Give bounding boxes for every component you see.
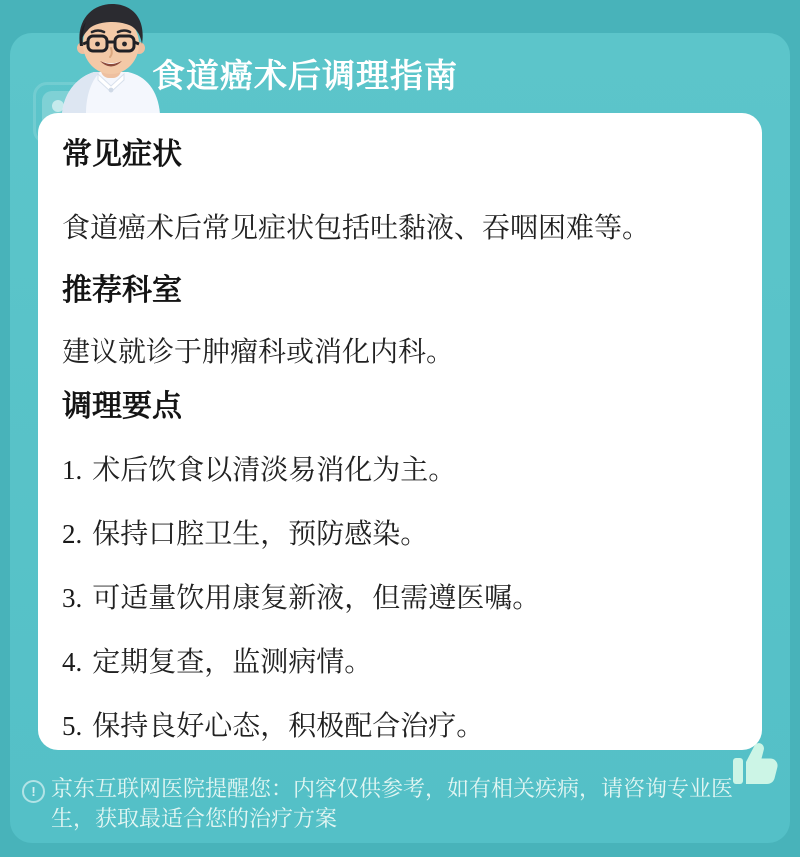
list-item-number: 1. xyxy=(62,455,83,485)
disclaimer-row xyxy=(22,774,778,834)
list-item xyxy=(62,643,738,681)
list-item-text: 保持良好心态，积极配合治疗。 xyxy=(92,710,485,741)
guide-title: 食道癌术后调理指南 xyxy=(152,57,458,94)
list-item xyxy=(62,515,738,553)
list-item-number: 2. xyxy=(62,519,83,549)
list-item xyxy=(62,579,738,617)
content-card xyxy=(38,113,762,750)
section-heading-care-points: 调理要点 xyxy=(62,390,182,423)
info-icon: ! xyxy=(22,780,45,803)
list-item-number: 4. xyxy=(62,647,83,677)
doctor-avatar xyxy=(50,2,172,114)
section-heading-department: 推荐科室 xyxy=(62,274,182,307)
list-item-text: 定期复查，监测病情。 xyxy=(92,646,373,677)
list-item-text: 保持口腔卫生，预防感染。 xyxy=(92,518,429,549)
list-item-text: 术后饮食以清淡易消化为主。 xyxy=(92,454,457,485)
section-body-department: 建议就诊于肿瘤科或消化内科。 xyxy=(62,336,455,367)
list-item xyxy=(62,707,738,745)
section-heading-symptoms: 常见症状 xyxy=(62,138,182,171)
care-points-list xyxy=(62,451,738,745)
disclaimer-text: 京东互联网医院提醒您：内容仅供参考，如有相关疾病，请咨询专业医生，获取最适合您的治疗方案 xyxy=(51,776,734,831)
thumbs-up-icon[interactable] xyxy=(732,742,778,786)
list-item-text: 可适量饮用康复新液，但需遵医嘱。 xyxy=(92,582,541,613)
list-item-number: 3. xyxy=(62,583,83,613)
section-body-symptoms: 食道癌术后常见症状包括吐黏液、吞咽困难等。 xyxy=(62,212,651,243)
list-item xyxy=(62,451,738,489)
list-item-number: 5. xyxy=(62,711,83,741)
message-card-container xyxy=(10,33,790,843)
